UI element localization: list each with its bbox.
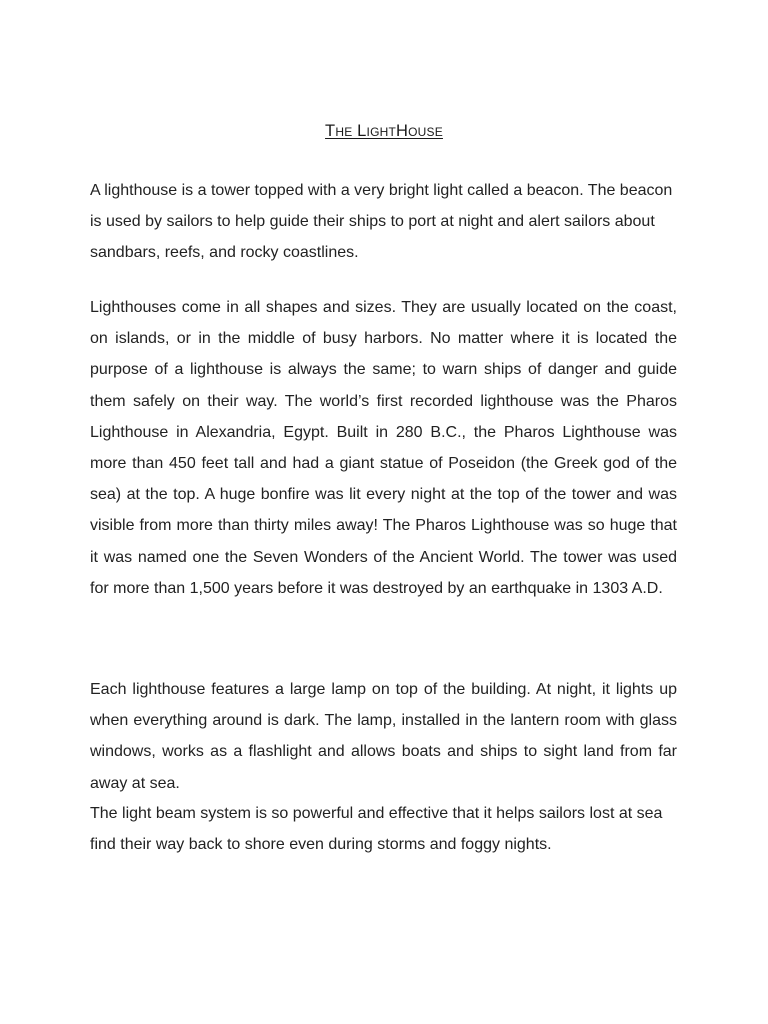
paragraph-history: Lighthouses come in all shapes and sizes. They are usually located on the coast, on islands, or in the middle of busy harbors. No matter where it is located the purpose of a lighthouse is always the same; to warn ships of danger and guide them safely on their way. The world’s first recorded lighthouse was the Pharos Lighthouse in Alexandria, Egypt. Built in 280 B.C., the Pharos Lighthouse was more than 450 feet tall and had a giant statue of Poseidon (the Greek god of the sea) at the top. A huge bonfire was lit every night at the top of the tower and was visible from more than thirty miles away! The Pharos Lighthouse was so huge that it was named one the Seven Wonders of the Ancient World. The tower was used for more than 1,500 years before it was destroyed by an earthquake in 1303 A.D. <box>90 299 677 597</box>
paragraph-light-beam: The light beam system is so powerful and effective that it helps sailors lost at sea find their way back to shore even during storms and foggy nights. <box>90 805 663 854</box>
paragraph-intro: A lighthouse is a tower topped with a very bright light called a beacon. The beacon is used by sailors to help guide their ships to port at night and alert sailors about sandbars, reefs, and rocky coastlines. <box>90 182 673 262</box>
page-title: The LightHouse <box>325 122 443 140</box>
paragraph-lamp: Each lighthouse features a large lamp on top of the building. At night, it lights up when everything around is dark. The lamp, installed in the lantern room with glass windows, works as a flashlight and allows boats and ships to sight land from far away at sea. <box>90 681 677 792</box>
